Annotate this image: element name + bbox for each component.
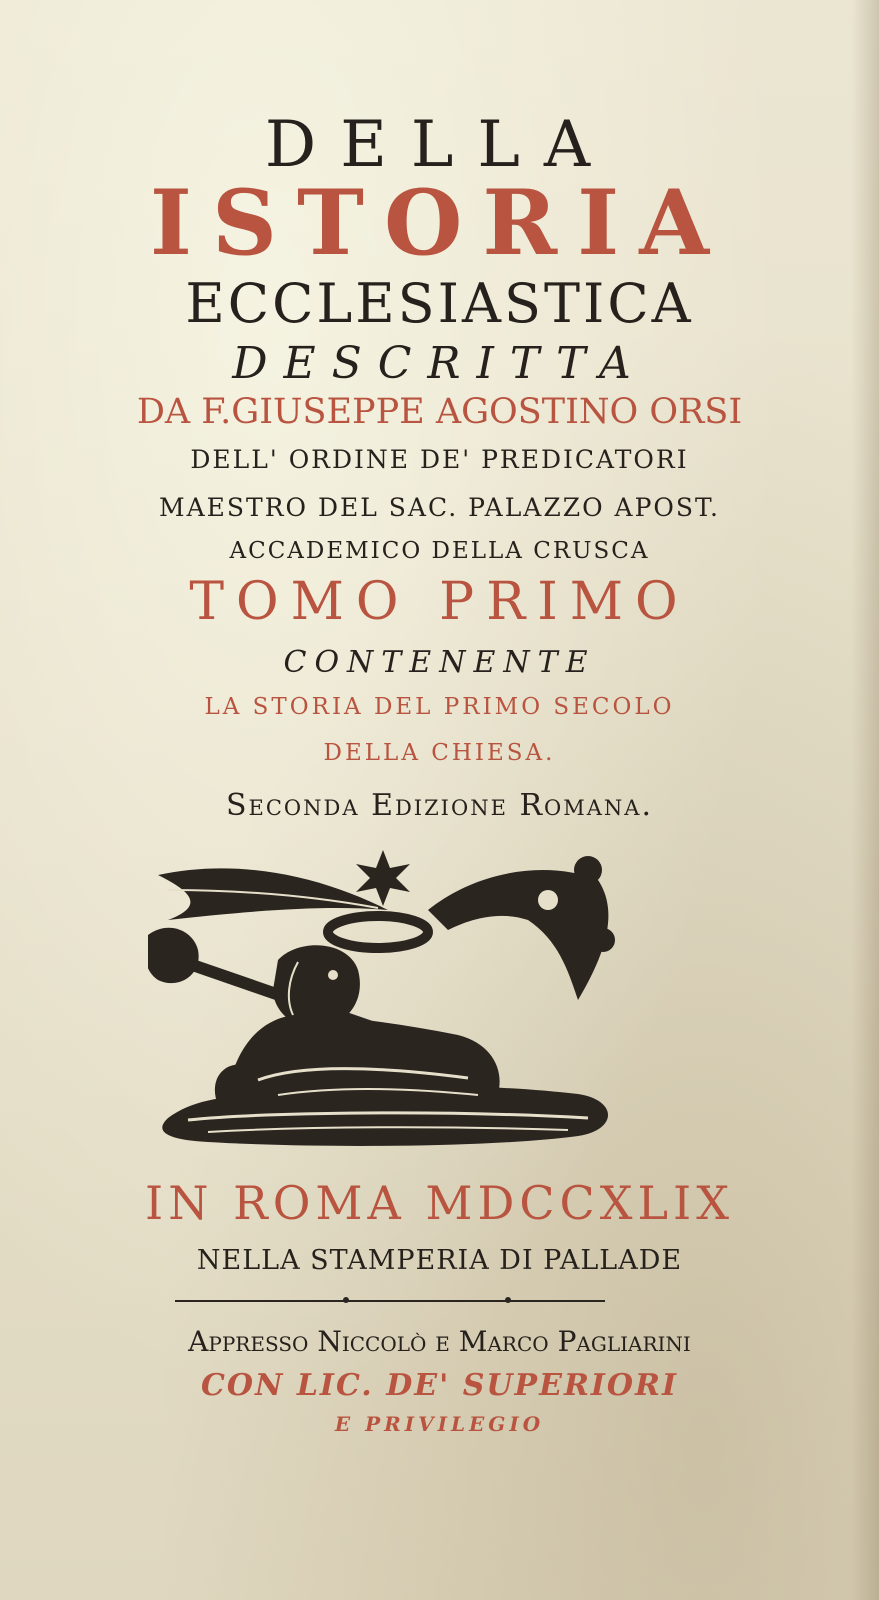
printers-device-dog-with-torch-and-palm-icon: [148, 850, 648, 1162]
contents-line-2: DELLA CHIESA.: [323, 740, 556, 766]
author-academy-line: ACCADEMICO DELLA CRUSCA: [229, 538, 650, 564]
contenente-line: CONTENENTE: [283, 645, 596, 680]
license-line: CON LIC. DE' SUPERIORI: [200, 1368, 679, 1403]
title-line-della: DELLA: [264, 108, 615, 182]
imprint-printers: Appresso Niccolò e Marco Pagliarini: [188, 1325, 691, 1358]
author-order-line: DELL' ORDINE DE' PREDICATORI: [190, 445, 689, 474]
privilege-line: E PRIVILEGIO: [334, 1412, 545, 1436]
title-line-ecclesiastica: ECCLESIASTICA: [185, 272, 694, 335]
volume-line: TOMO PRIMO: [189, 572, 690, 632]
imprint-press: NELLA STAMPERIA DI PALLADE: [196, 1245, 683, 1276]
title-line-istoria: ISTORIA: [149, 170, 730, 276]
contents-line-1: LA STORIA DEL PRIMO SECOLO: [204, 694, 675, 720]
imprint-place-date: IN ROMA MDCCXLIX: [145, 1176, 734, 1230]
title-line-descritta: DESCRITTA: [232, 338, 647, 389]
edition-line: Seconda Edizione Romana.: [225, 788, 653, 823]
divider-rule: [175, 1300, 605, 1302]
author-office-line: MAESTRO DEL SAC. PALAZZO APOST.: [159, 493, 720, 522]
author-line: DA F.GIUSEPPE AGOSTINO ORSI: [136, 392, 743, 432]
